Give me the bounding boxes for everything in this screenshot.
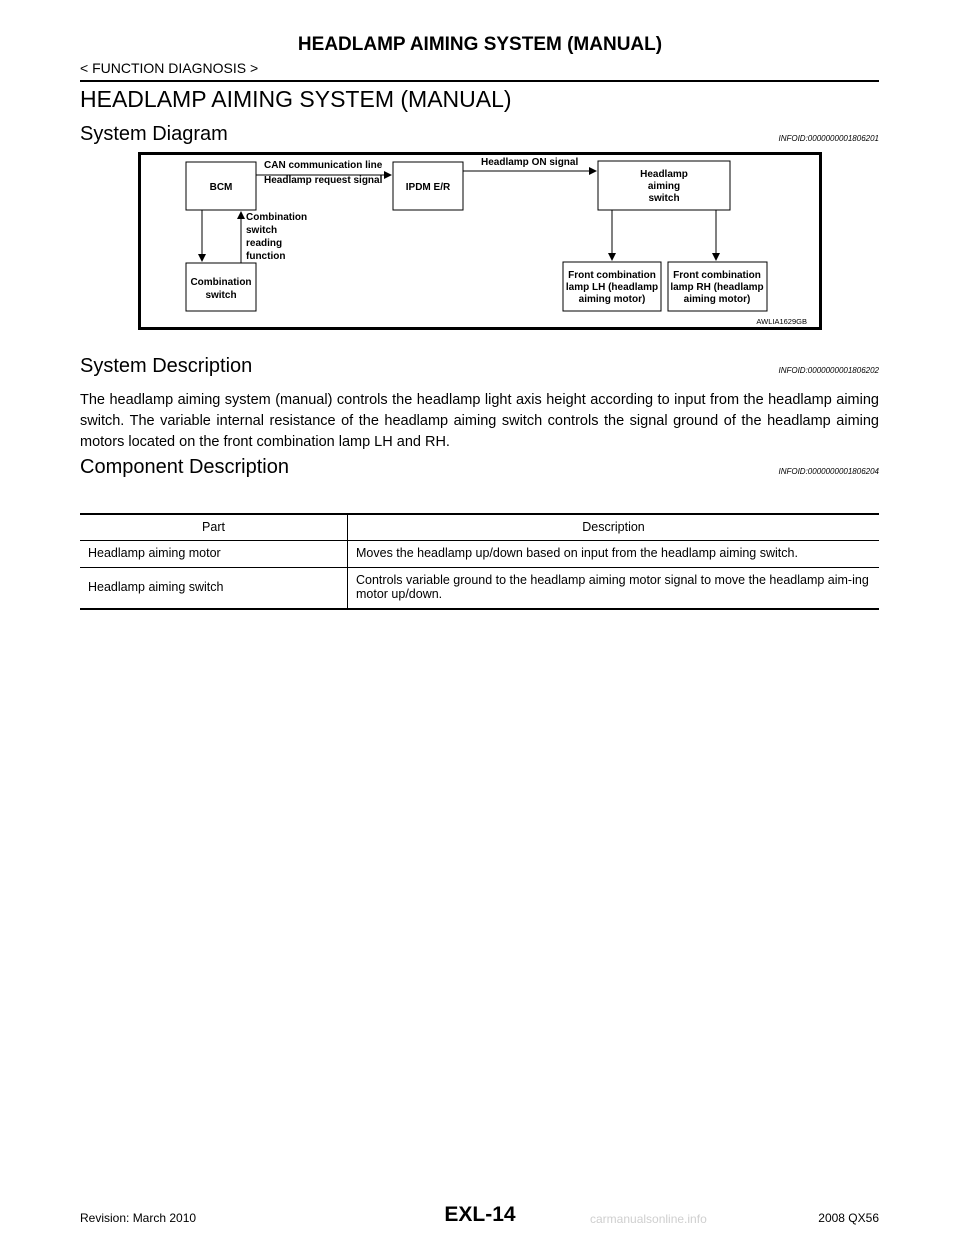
combination-switch-label-1: Combination — [190, 277, 252, 288]
system-description-body: The headlamp aiming system (manual) controls the headlamp light axis height according to input from the headlamp aiming switch. The variable internal resistance of the headlamp aiming switch controls the signal ground of the headlamp aiming motors located on the front combination lamp LH and RH. — [80, 392, 879, 450]
front-lh-label-1: Front combination — [568, 270, 656, 281]
ipdm-label: IPDM E/R — [405, 182, 451, 193]
front-rh-label-2: lamp RH (headlamp — [670, 282, 764, 293]
header-rule — [80, 80, 879, 82]
combination-reading-label-1: Combination — [246, 212, 308, 223]
footer-page-number: EXL-14 — [444, 1203, 516, 1226]
system-description-heading: System Description — [80, 355, 253, 377]
table-cell-part: Headlamp aiming motor — [88, 546, 221, 560]
table-row — [80, 568, 879, 610]
headlamp-switch-label-3: switch — [648, 193, 680, 204]
component-table — [80, 513, 879, 610]
combination-reading-label-3: reading — [246, 238, 283, 249]
headlamp-on-label: Headlamp ON signal — [481, 157, 579, 168]
footer-model: 2008 QX56 — [818, 1211, 879, 1225]
table-header-part: Part — [202, 520, 225, 534]
table-header-description: Description — [348, 514, 880, 541]
headlamp-switch-label-1: Headlamp — [640, 169, 688, 180]
component-description-infoid: INFOID:0000000001806204 — [778, 467, 879, 476]
bcm-label: BCM — [209, 182, 233, 193]
figure-id: AWLIA1629GB — [756, 317, 807, 326]
front-rh-label-3: aiming motor) — [683, 294, 751, 305]
combination-switch-label-2: switch — [205, 290, 237, 301]
table-row — [80, 541, 879, 568]
table-cell-part: Headlamp aiming switch — [88, 580, 224, 594]
system-diagram-heading: System Diagram — [80, 123, 228, 145]
main-title: HEADLAMP AIMING SYSTEM (MANUAL) — [80, 86, 512, 112]
footer-watermark: carmanualsonline.info — [590, 1212, 707, 1226]
system-diagram — [138, 152, 822, 330]
breadcrumb: < FUNCTION DIAGNOSIS > — [80, 60, 259, 76]
front-rh-label-1: Front combination — [673, 270, 761, 281]
headlamp-request-label: Headlamp request signal — [264, 175, 383, 186]
system-diagram-infoid: INFOID:0000000001806201 — [778, 134, 879, 143]
combination-reading-label-4: function — [246, 251, 286, 262]
component-description-heading: Component Description — [80, 456, 289, 478]
headlamp-switch-label-2: aiming — [647, 181, 681, 192]
table-cell-description: Moves the headlamp up/down based on input from the headlamp aiming switch. — [348, 541, 880, 568]
combination-reading-label-2: switch — [246, 225, 278, 236]
system-description-infoid: INFOID:0000000001806202 — [778, 366, 879, 375]
footer-revision: Revision: March 2010 — [80, 1211, 197, 1225]
front-lh-label-3: aiming motor) — [578, 294, 646, 305]
table-header-row — [80, 514, 879, 541]
can-line-label: CAN communication line — [264, 160, 383, 171]
front-lh-label-2: lamp LH (headlamp — [565, 282, 659, 293]
page-header-title: HEADLAMP AIMING SYSTEM (MANUAL) — [297, 34, 663, 55]
table-cell-description: Controls variable ground to the headlamp aiming motor signal to move the headlamp aim-ing motor up/down. — [348, 568, 880, 610]
